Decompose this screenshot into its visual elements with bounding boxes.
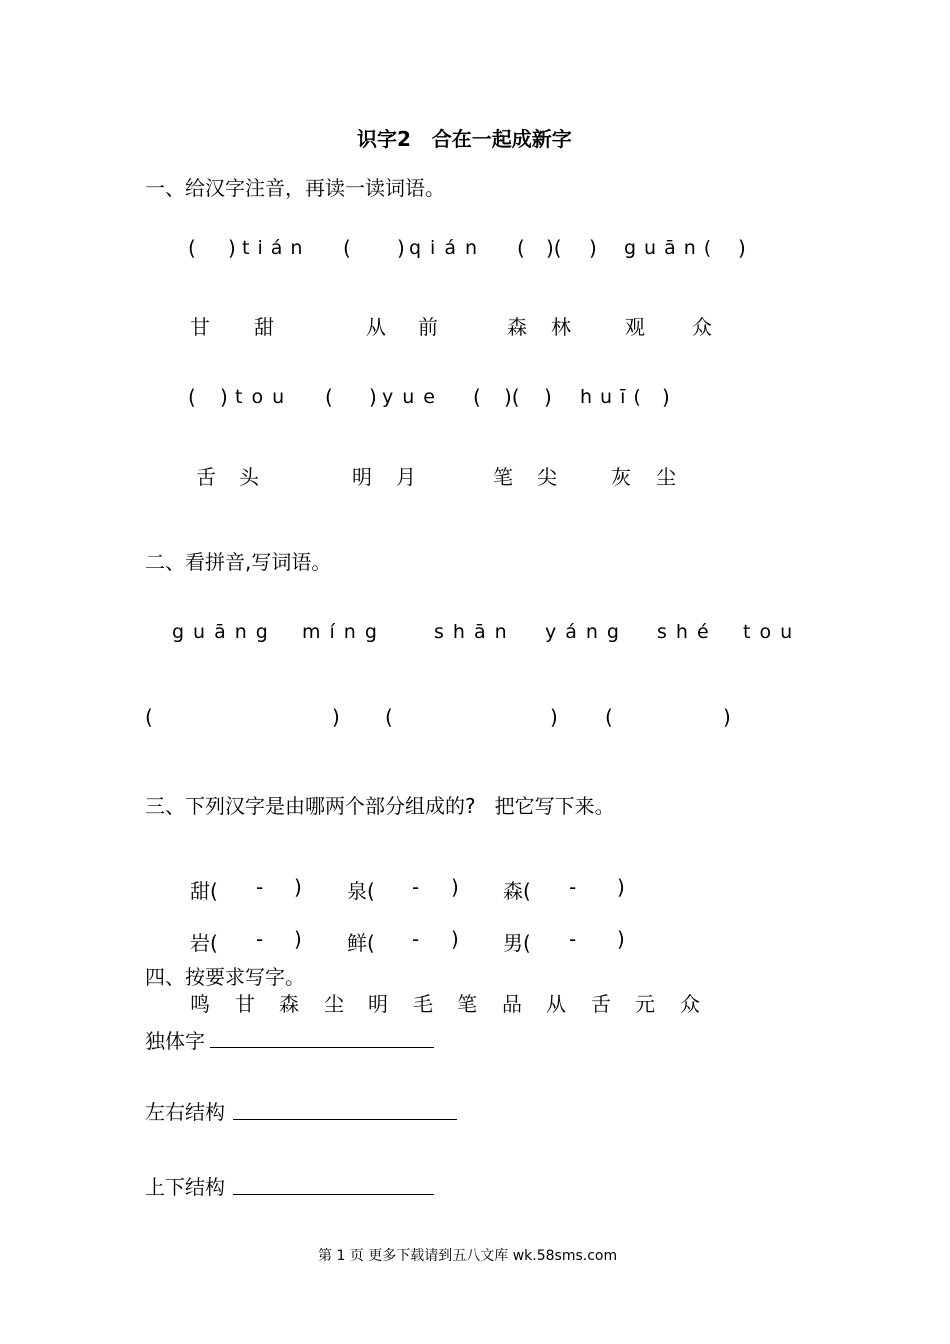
paren: ): [451, 875, 459, 899]
char-open: 男(: [503, 931, 531, 955]
paren: ): [617, 875, 625, 899]
char-open: 甜(: [190, 879, 218, 903]
hanzi: 头: [239, 465, 259, 489]
page-title: 识字2 合在一起成新字: [357, 127, 572, 151]
hanzi: 从: [366, 315, 386, 339]
hanzi: 明: [368, 992, 388, 1016]
paren: ): [228, 236, 236, 260]
section-1-heading: 一、给汉字注音，再读一读词语。: [145, 176, 445, 200]
hanzi: 尘: [324, 992, 344, 1016]
hanzi: 尖: [537, 465, 557, 489]
page-footer: 第 1 页 更多下载请到五八文库 wk.58sms.com: [318, 1248, 618, 1264]
hanzi: 笔: [457, 992, 477, 1016]
paren: ): [294, 927, 302, 951]
dash: -: [412, 927, 420, 951]
answer-line[interactable]: [233, 1194, 434, 1195]
pinyin: tián: [242, 237, 311, 259]
hanzi: 甘: [235, 992, 255, 1016]
dash: -: [256, 875, 264, 899]
hanzi: 明: [352, 465, 372, 489]
dash: -: [569, 927, 577, 951]
hanzi: 鸣: [190, 992, 210, 1016]
paren: ): [369, 385, 377, 409]
pinyin: tou: [743, 621, 802, 643]
paren: ): [397, 236, 405, 260]
hanzi: 森: [279, 992, 299, 1016]
paren: (: [343, 236, 351, 260]
section-3-heading: 三、下列汉字是由哪两个部分组成的? 把它写下来。: [145, 794, 615, 818]
paren: (: [473, 385, 481, 409]
paren: (: [325, 385, 333, 409]
hanzi: 品: [502, 992, 522, 1016]
paren: ): [738, 236, 746, 260]
char-open: 森(: [503, 879, 531, 903]
paren: ): [544, 385, 552, 409]
paren: ): [451, 927, 459, 951]
paren: (: [188, 385, 196, 409]
label-top-bottom-structure: 上下结构: [145, 1175, 225, 1199]
dash: -: [569, 875, 577, 899]
paren: ): [220, 385, 228, 409]
hanzi: 月: [396, 465, 416, 489]
hanzi: 森: [507, 315, 527, 339]
answer-line[interactable]: [233, 1119, 457, 1120]
pinyin: shé: [657, 621, 718, 643]
hanzi: 笔: [493, 465, 513, 489]
pinyin: qián: [409, 237, 487, 259]
hanzi: 林: [551, 315, 571, 339]
pinyin: yue: [382, 386, 444, 408]
paren: )(: [504, 385, 520, 409]
hanzi: 众: [692, 315, 712, 339]
pinyin: míng: [302, 621, 386, 643]
pinyin: tou: [235, 386, 294, 408]
paren: ): [662, 385, 670, 409]
paren: (: [517, 236, 525, 260]
pinyin: yáng: [545, 621, 628, 643]
pinyin: guāng: [172, 621, 277, 643]
paren: ): [332, 705, 340, 729]
hanzi: 灰: [611, 465, 631, 489]
paren: ): [294, 875, 302, 899]
paren: ): [589, 236, 597, 260]
hanzi: 舌: [591, 992, 611, 1016]
hanzi: 甜: [254, 315, 274, 339]
char-open: 岩(: [190, 931, 218, 955]
hanzi: 观: [625, 315, 645, 339]
char-open: 鲜(: [347, 931, 375, 955]
paren: (: [605, 705, 613, 729]
paren: ): [723, 705, 731, 729]
paren: (: [188, 236, 196, 260]
paren: ): [617, 927, 625, 951]
paren: (: [385, 705, 393, 729]
label-independent-chars: 独体字: [145, 1029, 205, 1053]
paren: (: [145, 705, 153, 729]
paren: ): [550, 705, 558, 729]
section-4-heading: 四、按要求写字。: [145, 965, 305, 989]
hanzi: 舌: [196, 465, 216, 489]
hanzi: 甘: [190, 315, 210, 339]
answer-line[interactable]: [210, 1047, 434, 1048]
hanzi: 尘: [656, 465, 676, 489]
pinyin: huī(: [580, 386, 649, 408]
hanzi: 前: [418, 315, 438, 339]
hanzi: 从: [546, 992, 566, 1016]
dash: -: [256, 927, 264, 951]
hanzi: 众: [680, 992, 700, 1016]
label-left-right-structure: 左右结构: [145, 1100, 225, 1124]
pinyin: guān(: [624, 237, 720, 259]
char-open: 泉(: [347, 879, 375, 903]
hanzi: 毛: [413, 992, 433, 1016]
dash: -: [412, 875, 420, 899]
paren: )(: [546, 236, 562, 260]
section-2-heading: 二、看拼音,写词语。: [145, 550, 332, 574]
pinyin: shān: [434, 621, 516, 643]
hanzi: 元: [635, 992, 655, 1016]
